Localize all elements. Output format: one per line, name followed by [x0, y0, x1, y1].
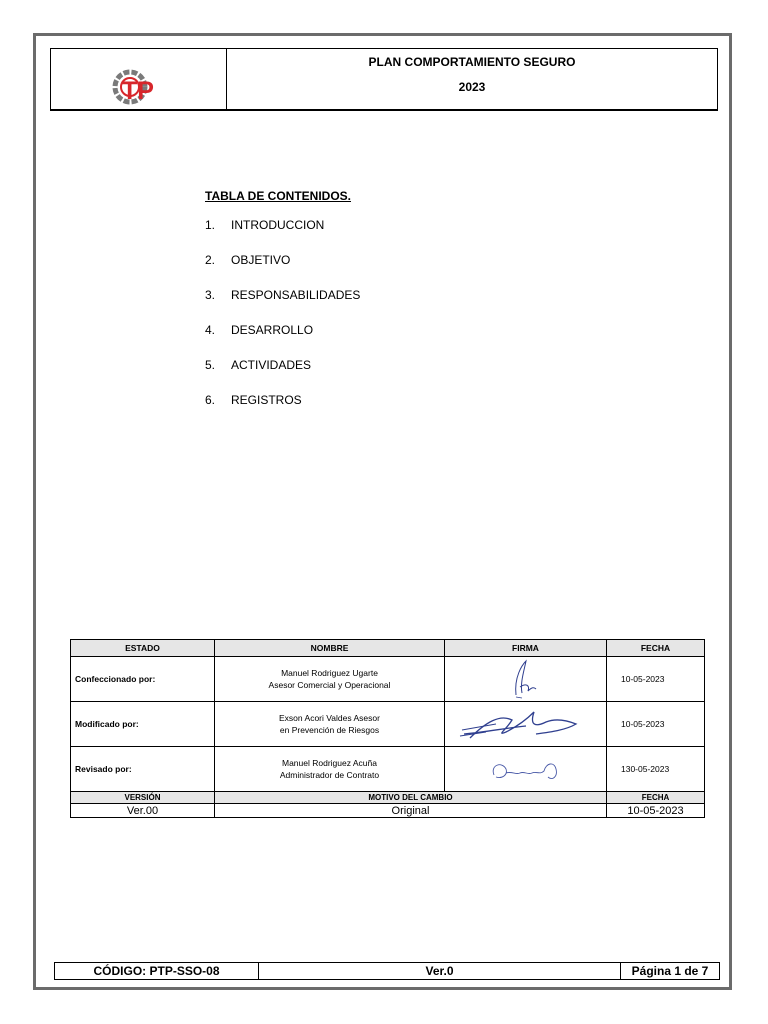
- row-nombre: Exson Acori Valdes Asesor en Prevención de Riesgos: [215, 702, 445, 747]
- header-fecha: FECHA: [607, 640, 705, 657]
- logo-cell: [51, 49, 227, 109]
- toc-title: TABLA DE CONTENIDOS.: [205, 189, 351, 203]
- version-value: Ver.00: [71, 804, 215, 818]
- toc-item-label: DESARROLLO: [231, 323, 314, 337]
- toc-item-label: REGISTROS: [231, 393, 302, 407]
- row-nombre: Manuel Rodriguez Ugarte Asesor Comercial y Operacional: [215, 657, 445, 702]
- document-header: [50, 48, 718, 110]
- row-estado: Modificado por:: [71, 702, 215, 747]
- signature-image: [486, 657, 566, 699]
- document-title: PLAN COMPORTAMIENTO SEGURO: [368, 55, 576, 69]
- header-version-fecha: FECHA: [607, 792, 705, 804]
- approval-table: [70, 639, 705, 818]
- motivo-value: Original: [215, 804, 607, 818]
- toc-item-label: INTRODUCCION: [231, 218, 325, 232]
- toc-item: 3. RESPONSABILIDADES: [205, 288, 360, 323]
- signature-cell: [445, 747, 607, 792]
- signature-cell: [445, 657, 607, 702]
- title-cell: [227, 49, 717, 109]
- footer-codigo: CÓDIGO: PTP-SSO-08: [55, 963, 259, 979]
- toc-item: 2. OBJETIVO: [205, 253, 360, 288]
- header-divider: [50, 110, 718, 111]
- table-row: [71, 657, 705, 702]
- row-nombre: Manuel Rodriguez Acuña Administrador de Contrato: [215, 747, 445, 792]
- document-year: 2023: [458, 80, 486, 94]
- version-fecha-value: 10-05-2023: [607, 804, 705, 818]
- approval-header-row: [71, 640, 705, 657]
- version-header-row: [71, 792, 705, 804]
- row-fecha: 130-05-2023: [607, 747, 705, 792]
- toc-item: 5. ACTIVIDADES: [205, 358, 360, 393]
- header-nombre: NOMBRE: [215, 640, 445, 657]
- signature-image: [476, 747, 576, 789]
- version-row: [71, 804, 705, 818]
- document-footer: [54, 962, 720, 980]
- company-logo: [112, 69, 166, 105]
- header-estado: ESTADO: [71, 640, 215, 657]
- table-of-contents: [205, 189, 360, 428]
- header-version: VERSIÓN: [71, 792, 215, 804]
- toc-item-label: OBJETIVO: [231, 253, 291, 267]
- toc-item: 6. REGISTROS: [205, 393, 360, 428]
- row-estado: Revisado por:: [71, 747, 215, 792]
- page-frame: [33, 33, 732, 990]
- signature-cell: [445, 702, 607, 747]
- header-firma: FIRMA: [445, 640, 607, 657]
- footer-pagina: Página 1 de 7: [631, 964, 709, 978]
- footer-version: Ver.0: [259, 963, 621, 979]
- toc-item: 1. INTRODUCCION: [205, 218, 360, 253]
- table-row: [71, 747, 705, 792]
- logo-text: TP: [121, 77, 154, 105]
- row-fecha: 10-05-2023: [607, 702, 705, 747]
- toc-item-label: ACTIVIDADES: [231, 358, 312, 372]
- row-fecha: 10-05-2023: [607, 657, 705, 702]
- row-estado: Confeccionado por:: [71, 657, 215, 702]
- table-row: [71, 702, 705, 747]
- toc-item-label: RESPONSABILIDADES: [231, 288, 361, 302]
- toc-item: 4. DESARROLLO: [205, 323, 360, 358]
- signature-image: [456, 702, 596, 744]
- header-motivo: MOTIVO DEL CAMBIO: [215, 792, 607, 804]
